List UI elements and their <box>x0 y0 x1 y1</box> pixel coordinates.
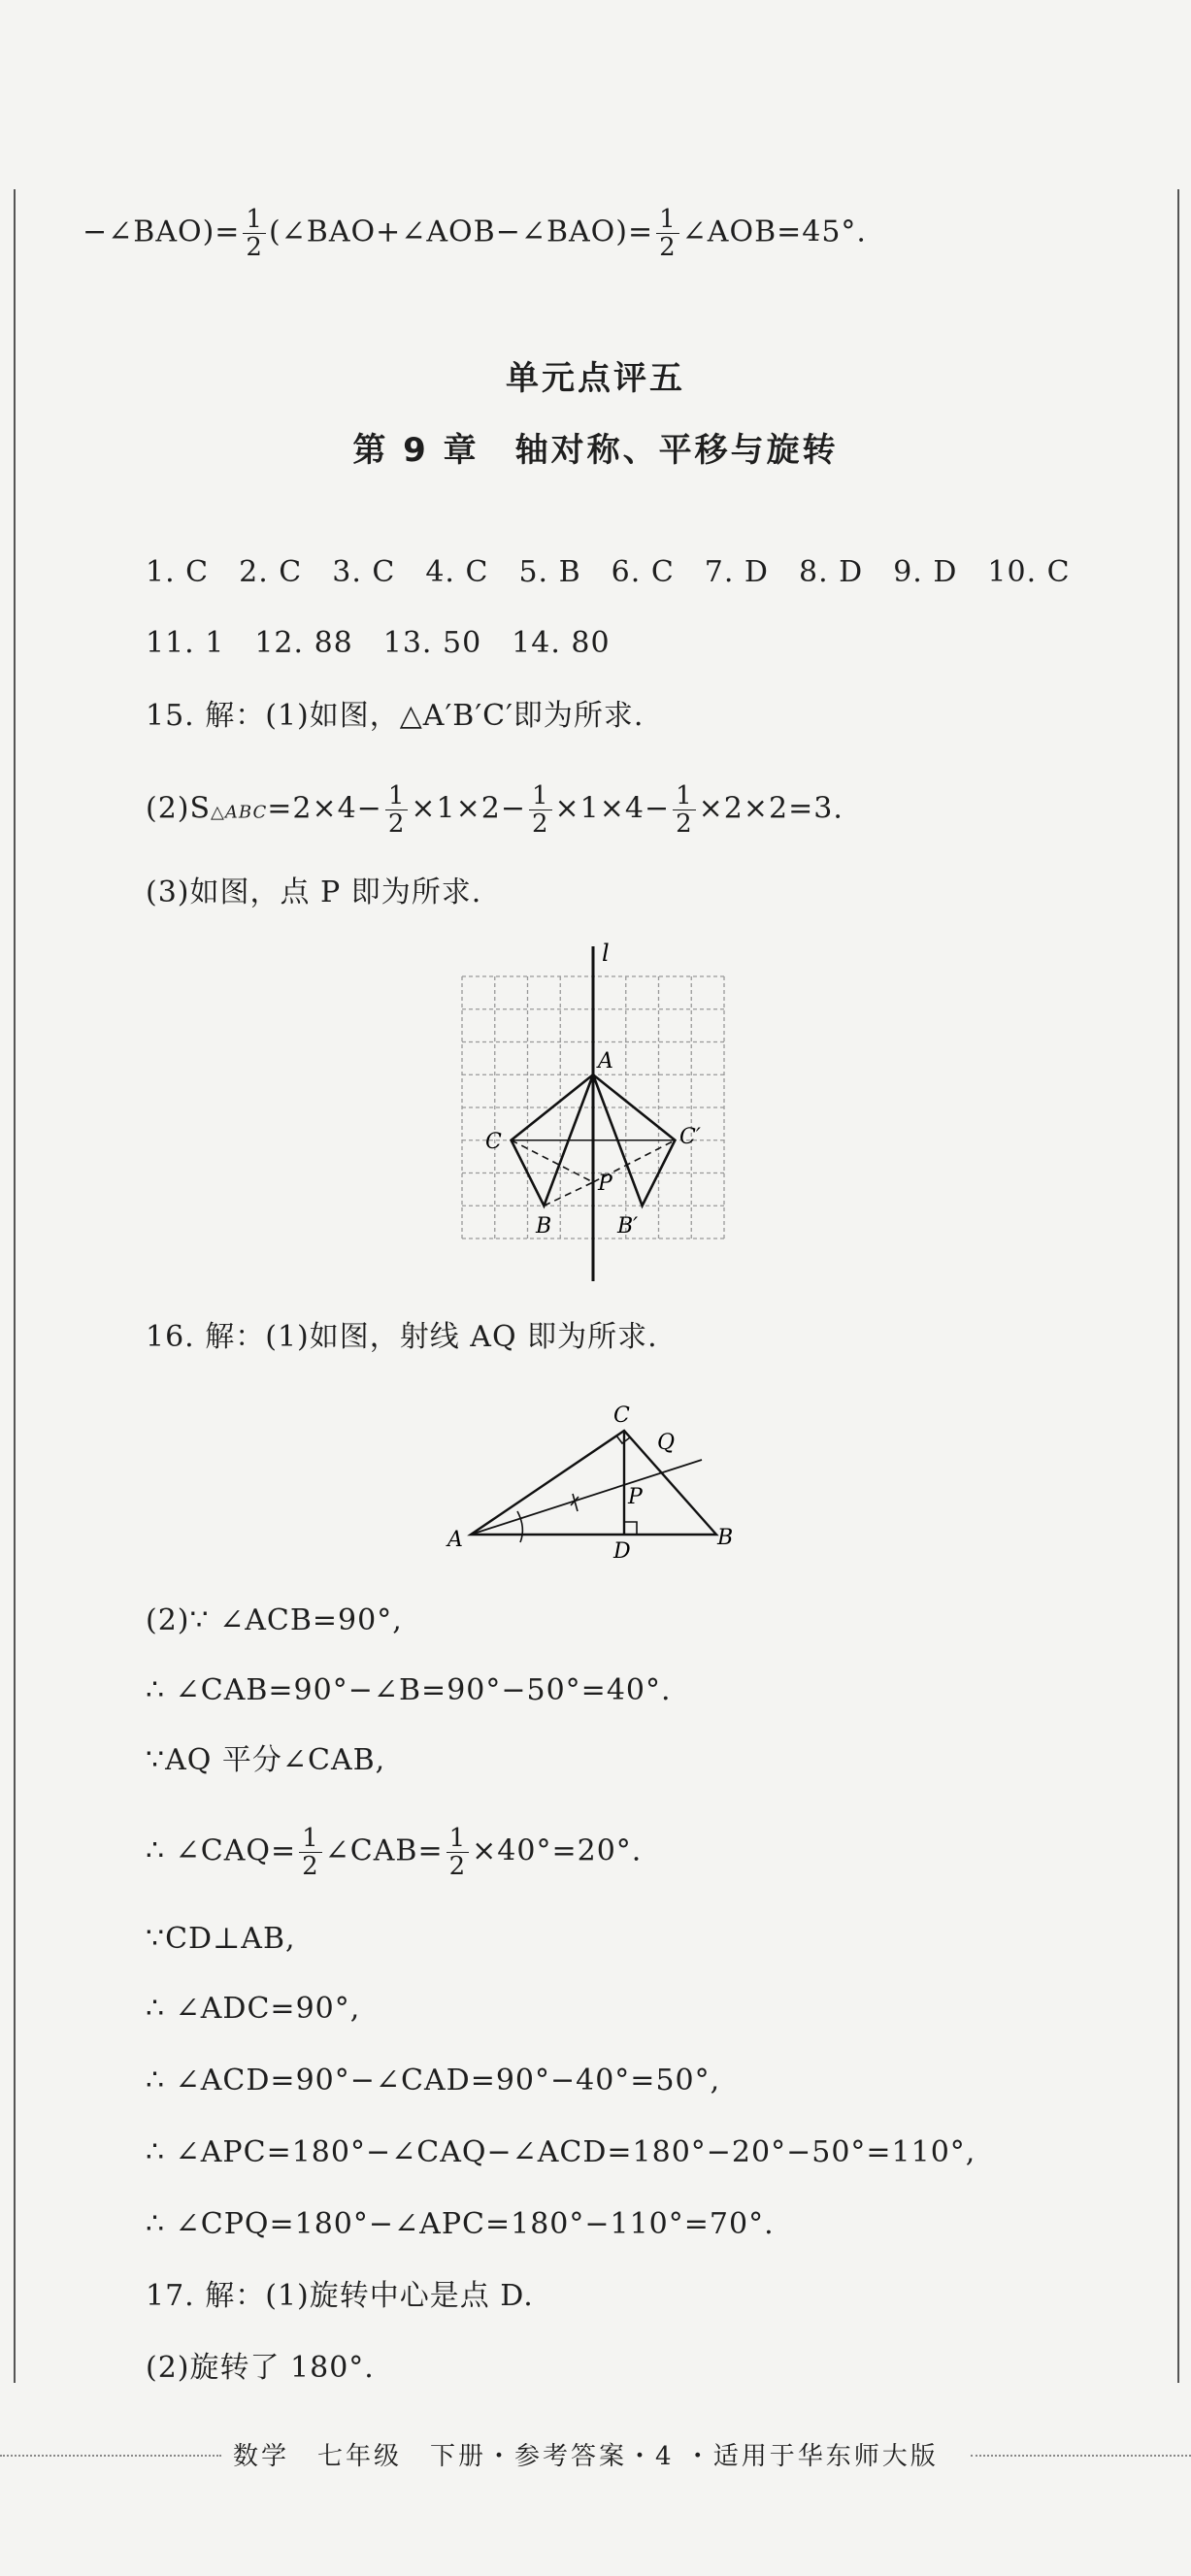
answer-row-1: 1. C 2. C 3. C 4. C 5. B 6. C 7. D 8. D 9. D 10. C <box>146 555 1071 589</box>
label-p: P <box>598 1172 612 1196</box>
q16-triangle-figure <box>442 1383 772 1568</box>
footer-dash-right <box>971 2455 1191 2457</box>
section-title: 单元点评五 <box>506 359 685 398</box>
arc-a <box>517 1511 522 1542</box>
right-angle-d <box>624 1522 637 1535</box>
left-margin-rule <box>14 189 16 2383</box>
page-footer <box>0 2436 1191 2475</box>
answer-row-2: 11. 1 12. 88 13. 50 14. 80 <box>146 626 611 660</box>
chapter-title: 第 9 章 轴对称、平移与旋转 <box>352 431 839 470</box>
fraction: $\frac{1}{2}$ <box>673 782 696 838</box>
fraction: $\frac{1}{2}$ <box>447 1825 470 1880</box>
q15-line-3: (3)如图，点 P 即为所求. <box>146 875 482 909</box>
fraction: $\frac{1}{2}$ <box>243 206 266 261</box>
q16-line-1: 16. 解：(1)如图，射线 AQ 即为所求. <box>146 1320 658 1354</box>
label-c: C <box>613 1404 630 1428</box>
label-a: A <box>447 1528 463 1552</box>
q17-line-1: 17. 解：(1)旋转中心是点 D. <box>146 2279 534 2313</box>
ray-aq <box>471 1460 702 1535</box>
q15-grid-figure <box>447 941 757 1291</box>
segment-cp <box>512 1140 593 1182</box>
q16-line-9: ∴ ∠APC=180°−∠CAQ−∠ACD=180°−20°−50°=110°, <box>146 2135 976 2169</box>
fraction: $\frac{1}{2}$ <box>656 206 679 261</box>
q16-line-7: ∴ ∠ADC=90°, <box>146 1992 361 2026</box>
label-c: C <box>485 1130 502 1154</box>
label-b2: B′ <box>617 1214 639 1238</box>
label-l: l <box>602 941 610 967</box>
q15-line-2: (2)S△ABC=2×4− $\frac{1}{2}$ ×1×2− $\frac{1}{2}$ ×1×4− $\frac{1}{2}$ ×2×2=3. <box>146 781 844 839</box>
q16-line-4: ∵AQ 平分∠CAB, <box>146 1743 386 1777</box>
q16-line-10: ∴ ∠CPQ=180°−∠APC=180°−110°=70°. <box>146 2207 775 2241</box>
label-c2: C′ <box>679 1125 701 1149</box>
q16-line-8: ∴ ∠ACD=90°−∠CAD=90°−40°=50°, <box>146 2064 721 2097</box>
label-q: Q <box>657 1431 676 1455</box>
triangle-acb <box>471 1431 716 1535</box>
fraction: $\frac{1}{2}$ <box>529 782 552 838</box>
label-a: A <box>598 1049 613 1073</box>
label-p: P <box>628 1485 643 1509</box>
fraction: $\frac{1}{2}$ <box>299 1825 322 1880</box>
q16-line-2: (2)∵ ∠ACB=90°, <box>146 1603 403 1637</box>
footer-dash-left <box>0 2455 221 2457</box>
q16-line-5: ∴ ∠CAQ= $\frac{1}{2}$ ∠CAB= $\frac{1}{2}$ ×40°=20°. <box>146 1824 643 1881</box>
label-d: D <box>613 1539 631 1564</box>
label-b: B <box>536 1214 552 1238</box>
top-formula: −∠BAO)= $\frac{1}{2}$ (∠BAO+∠AOB−∠BAO)= $\frac{1}{2}$ ∠AOB=45°. <box>83 205 867 262</box>
q16-line-6: ∵CD⊥AB, <box>146 1922 296 1956</box>
label-b: B <box>717 1526 734 1550</box>
q16-line-3: ∴ ∠CAB=90°−∠B=90°−50°=40°. <box>146 1673 672 1707</box>
q15-line-1: 15. 解：(1)如图，△A′B′C′即为所求. <box>146 699 645 733</box>
fraction: $\frac{1}{2}$ <box>385 782 409 838</box>
right-margin-rule <box>1177 189 1179 2383</box>
footer-text: 数学 七年级 下册・参考答案・4 ・适用于华东师大版 <box>233 2442 939 2471</box>
q17-line-2: (2)旋转了 180°. <box>146 2351 375 2385</box>
